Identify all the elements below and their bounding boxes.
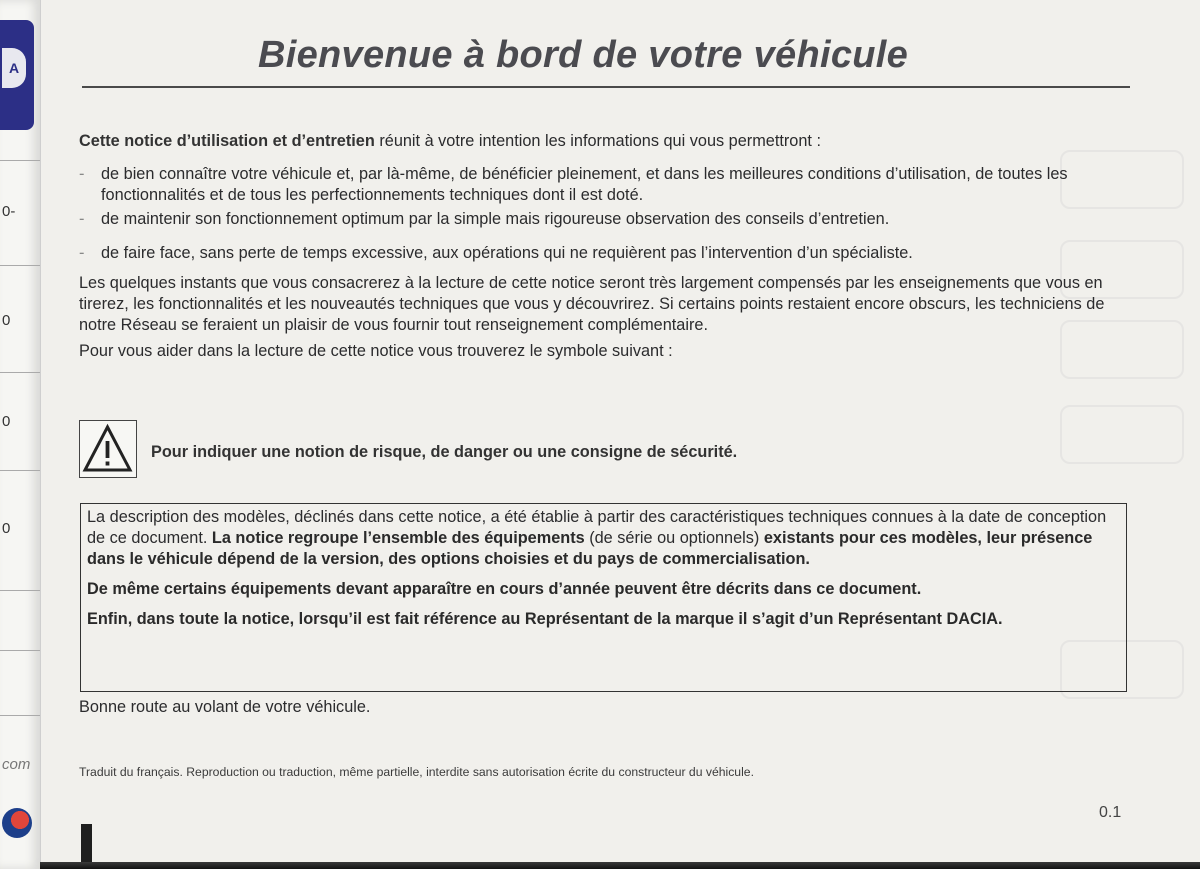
list-item-text: de maintenir son fonctionnement optimum par la simple mais rigoureuse observation des conseils d’entretien. <box>101 210 890 228</box>
page-number: 0.1 <box>1099 804 1122 821</box>
binding-snippet: 0 <box>2 413 11 430</box>
binding-rule <box>0 372 40 373</box>
binding-rule <box>0 470 40 471</box>
page-edge-shadow <box>40 862 1200 869</box>
bullet-dash: - <box>79 244 85 262</box>
binding-rule <box>0 650 40 651</box>
binding-rule <box>0 715 40 716</box>
notice-bold: La notice regroupe l’ensemble des équipements <box>211 529 585 547</box>
notice-paragraph: De même certains équipements devant apparaître en cours d’année peuvent être décrits dans ce document. <box>87 580 922 598</box>
binding-snippet: 0 <box>2 312 11 329</box>
body-paragraph: Les quelques instants que vous consacrerez à la lecture de cette notice seront très largement compensés par les enseignements que vous en tirerez, les fonctionnalités et les nouveautés techniques que vous y découvrirez. Si certains points restaient encore obscurs, les techniciens de notre Réseau se feraient un plaisir de vous fournir tout renseignement complémentaire. <box>79 274 1105 334</box>
closing-line: Bonne route au volant de votre véhicule. <box>79 698 371 716</box>
body-paragraph: Pour vous aider dans la lecture de cette notice vous trouverez le symbole suivant : <box>79 342 673 360</box>
notice-paragraph <box>87 507 1120 570</box>
binding-rule <box>0 265 40 266</box>
brand-logo-tab <box>0 20 34 130</box>
title-rule <box>82 86 1130 88</box>
warning-triangle-icon <box>79 420 137 478</box>
legal-notice: Traduit du français. Reproduction ou traduction, même partielle, interdite sans autorisation écrite du constructeur du véhicule. <box>79 765 754 779</box>
notice-box <box>80 503 1127 692</box>
brand-globe-icon <box>2 808 32 838</box>
intro-bold: Cette notice d’utilisation et d’entretien <box>79 132 375 150</box>
binding-edge <box>0 0 41 869</box>
intro-paragraph <box>79 131 1131 152</box>
binding-snippet: com <box>2 756 31 773</box>
notice-bold: existants pour ces modèles, leur présence dans le véhicule dépend de la version, des options choisies et du pays de commercialisation. <box>87 529 1093 568</box>
intro-text: réunit à votre intention les informations qui vous permettront : <box>374 132 821 150</box>
warning-text: Pour indiquer une notion de risque, de danger ou une consigne de sécurité. <box>151 443 738 461</box>
bullet-dash: - <box>79 210 85 228</box>
page-title: Bienvenue à bord de votre véhicule <box>258 34 909 76</box>
binding-snippet: 0 <box>2 520 11 537</box>
notice-paragraph: Enfin, dans toute la notice, lorsqu’il est fait référence au Représentant de la marque il s’agit d’un Représentant DACIA. <box>87 610 1003 628</box>
list-item-text: de faire face, sans perte de temps excessive, aux opérations qui ne requièrent pas l’intervention d’un spécialiste. <box>101 244 913 262</box>
notice-text: La description des modèles, déclinés dans cette notice, a été établie à partir des caractéristiques techniques connues à la date de conception de ce document. <box>87 508 1107 547</box>
notice-text: (de série ou optionnels) <box>584 529 764 547</box>
ghost-shape <box>1060 405 1184 464</box>
bullet-dash: - <box>79 165 85 183</box>
brand-logo-letter: A <box>2 48 26 88</box>
binding-rule <box>0 160 40 161</box>
list-item-text: de bien connaître votre véhicule et, par là-même, de bénéficier pleinement, et dans les meilleures conditions d’utilisation, de toutes les fonctionnalités et de tous les perfectionnements techniques dont il est doté. <box>101 165 1068 204</box>
binding-snippet: 0- <box>2 203 16 220</box>
binding-rule <box>0 590 40 591</box>
